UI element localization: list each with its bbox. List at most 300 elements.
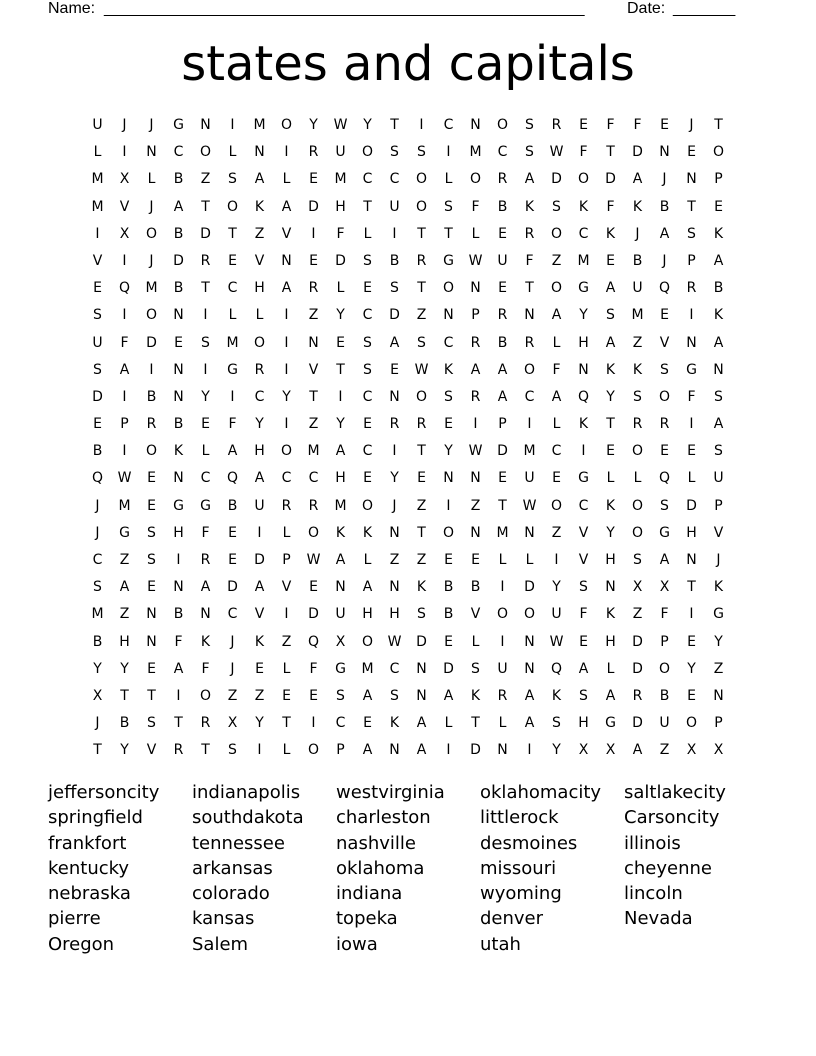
word-list-item: desmoines: [480, 832, 578, 854]
grid-letter: O: [280, 117, 293, 133]
grid-letter: O: [415, 388, 428, 405]
grid-letter: N: [470, 117, 481, 133]
grid-letter: W: [414, 361, 429, 378]
grid-letter: X: [605, 742, 616, 759]
grid-letter: O: [442, 280, 455, 297]
grid-letter: I: [149, 361, 154, 378]
grid-letter: S: [147, 715, 156, 732]
grid-letter: G: [659, 524, 670, 541]
grid-letter: N: [497, 742, 508, 759]
grid-letter: D: [227, 579, 238, 596]
grid-letter: A: [713, 416, 724, 433]
word-list-item: lincoln: [624, 883, 683, 905]
grid-letter: S: [444, 198, 453, 215]
grid-letter: O: [307, 524, 320, 541]
word-list-item: kansas: [192, 908, 255, 930]
grid-letter: Y: [336, 307, 345, 324]
grid-letter: V: [281, 579, 292, 596]
grid-letter: S: [660, 361, 669, 378]
grid-letter: H: [389, 606, 400, 623]
grid-letter: L: [552, 416, 561, 433]
grid-letter: B: [443, 606, 454, 623]
grid-letter: U: [92, 334, 103, 351]
grid-letter: G: [119, 524, 130, 541]
grid-letter: A: [578, 660, 589, 677]
grid-letter: L: [336, 280, 345, 297]
grid-letter: C: [389, 171, 400, 188]
grid-letter: J: [95, 524, 100, 541]
grid-letter: G: [605, 715, 616, 732]
grid-letter: O: [685, 715, 698, 732]
grid-letter: K: [713, 307, 724, 324]
grid-letter: A: [551, 388, 562, 405]
grid-letter: C: [578, 225, 589, 242]
grid-letter: R: [659, 416, 670, 433]
grid-letter: C: [524, 388, 535, 405]
grid-letter: A: [551, 307, 562, 324]
grid-letter: D: [632, 633, 643, 650]
date-label: Date:: [627, 0, 666, 17]
grid-letter: T: [417, 524, 426, 541]
grid-letter: E: [390, 361, 399, 378]
grid-letter: O: [361, 633, 374, 650]
grid-letter: Z: [119, 606, 130, 623]
grid-letter: I: [122, 144, 127, 161]
word-list-item: westvirginia: [336, 782, 445, 803]
grid-letter: W: [549, 144, 564, 161]
grid-letter: D: [497, 443, 508, 460]
grid-letter: H: [578, 334, 589, 351]
grid-letter: I: [689, 606, 694, 623]
grid-letter: Y: [606, 388, 615, 405]
grid-letter: K: [578, 198, 589, 215]
grid-letter: H: [335, 470, 346, 487]
grid-letter: X: [713, 742, 724, 759]
grid-letter: O: [496, 606, 509, 623]
grid-letter: E: [471, 552, 480, 568]
grid-letter: C: [227, 280, 238, 297]
grid-letter: C: [173, 144, 184, 161]
grid-letter: Q: [118, 280, 131, 297]
grid-letter: Q: [658, 280, 671, 297]
grid-letter: K: [389, 715, 400, 732]
grid-letter: N: [443, 470, 454, 487]
grid-letter: T: [120, 687, 129, 704]
grid-letter: E: [228, 552, 237, 568]
grid-letter: J: [149, 198, 154, 215]
grid-letter: G: [578, 470, 589, 487]
grid-letter: T: [93, 742, 102, 759]
grid-letter: J: [662, 252, 667, 269]
grid-letter: Y: [714, 633, 723, 650]
grid-letter: E: [309, 252, 318, 269]
grid-letter: E: [174, 334, 183, 351]
grid-letter: N: [470, 280, 481, 297]
grid-letter: M: [91, 606, 104, 623]
grid-letter: C: [497, 144, 508, 161]
grid-letter: R: [416, 252, 427, 269]
grid-letter: F: [606, 198, 615, 215]
grid-letter: B: [92, 443, 103, 460]
word-list-item: saltlakecity: [624, 782, 726, 803]
grid-letter: B: [173, 171, 184, 188]
word-list-item: Oregon: [48, 933, 115, 955]
grid-letter: H: [173, 524, 184, 541]
grid-letter: B: [173, 416, 184, 433]
grid-letter: N: [605, 579, 616, 596]
word-list-item: iowa: [336, 933, 378, 955]
grid-letter: R: [632, 687, 643, 704]
grid-letter: N: [200, 606, 211, 623]
grid-letter: L: [606, 660, 615, 677]
grid-letter: T: [174, 715, 183, 732]
grid-letter: M: [334, 171, 347, 188]
grid-letter: I: [311, 715, 316, 732]
word-list-item: kentucky: [48, 857, 130, 879]
grid-letter: B: [497, 334, 508, 351]
grid-letter: O: [496, 117, 509, 133]
grid-letter: E: [309, 171, 318, 188]
grid-letter: N: [146, 144, 157, 161]
word-list-item: wyoming: [480, 883, 562, 905]
grid-letter: I: [284, 144, 289, 161]
word-list-item: oklahoma: [336, 857, 425, 879]
grid-letter: E: [228, 252, 237, 269]
word-list-item: nebraska: [48, 883, 131, 905]
grid-letter: J: [662, 171, 667, 188]
grid-letter: K: [470, 687, 481, 704]
grid-letter: N: [524, 307, 535, 324]
grid-letter: F: [579, 606, 588, 623]
word-list-item: Nevada: [624, 908, 693, 930]
grid-letter: U: [389, 198, 400, 215]
grid-letter: R: [470, 388, 481, 405]
grid-letter: L: [498, 552, 507, 568]
grid-letter: S: [633, 388, 642, 405]
grid-letter: L: [363, 225, 372, 242]
grid-letter: F: [552, 361, 561, 378]
grid-letter: H: [605, 552, 616, 568]
grid-letter: Q: [577, 388, 590, 405]
grid-letter: R: [686, 280, 697, 297]
grid-letter: R: [281, 497, 292, 514]
grid-letter: I: [257, 742, 262, 759]
grid-letter: Y: [390, 470, 399, 487]
grid-letter: E: [714, 198, 723, 215]
grid-letter: Z: [308, 307, 319, 324]
grid-letter: L: [201, 443, 210, 460]
grid-letter: U: [659, 715, 670, 732]
grid-letter: G: [227, 361, 238, 378]
grid-letter: E: [363, 470, 372, 487]
grid-letter: R: [254, 361, 265, 378]
grid-letter: E: [444, 552, 453, 568]
grid-letter: T: [417, 225, 426, 242]
grid-letter: N: [713, 687, 724, 704]
grid-letter: U: [497, 252, 508, 269]
grid-letter: R: [470, 334, 481, 351]
grid-letter: C: [254, 388, 265, 405]
grid-letter: T: [417, 443, 426, 460]
grid-letter: S: [444, 388, 453, 405]
grid-letter: S: [417, 334, 426, 351]
grid-letter: Z: [416, 497, 427, 514]
grid-letter: J: [122, 117, 127, 133]
grid-letter: S: [417, 144, 426, 161]
grid-letter: W: [468, 252, 483, 269]
grid-letter: X: [227, 715, 238, 732]
grid-letter: A: [335, 552, 346, 568]
grid-letter: V: [659, 334, 670, 351]
word-list-item: Salem: [192, 933, 249, 955]
grid-letter: M: [145, 280, 158, 297]
grid-letter: F: [120, 334, 129, 351]
grid-letter: L: [282, 524, 291, 541]
grid-letter: V: [92, 252, 103, 269]
grid-letter: B: [389, 252, 400, 269]
grid-letter: A: [524, 715, 535, 732]
grid-letter: N: [524, 633, 535, 650]
grid-letter: B: [173, 606, 184, 623]
grid-letter: N: [389, 742, 400, 759]
grid-letter: A: [713, 334, 724, 351]
grid-letter: I: [500, 579, 505, 596]
grid-letter: V: [254, 606, 265, 623]
grid-letter: R: [632, 416, 643, 433]
grid-letter: K: [605, 606, 616, 623]
page-title: states and capitals: [181, 36, 635, 92]
grid-letter: I: [122, 252, 127, 269]
grid-letter: H: [335, 198, 346, 215]
grid-letter: L: [606, 470, 615, 487]
grid-letter: O: [658, 660, 671, 677]
grid-letter: H: [686, 524, 697, 541]
grid-letter: U: [713, 470, 724, 487]
word-list-item: frankfort: [48, 832, 127, 854]
grid-letter: F: [309, 660, 318, 677]
grid-letter: A: [254, 579, 265, 596]
grid-letter: A: [632, 171, 643, 188]
grid-letter: K: [254, 198, 265, 215]
grid-letter: U: [335, 144, 346, 161]
grid-letter: B: [713, 280, 724, 297]
grid-letter: R: [200, 552, 211, 568]
grid-letter: K: [254, 633, 265, 650]
grid-letter: B: [173, 225, 184, 242]
grid-letter: W: [468, 443, 483, 460]
grid-letter: L: [363, 552, 372, 568]
grid-letter: Z: [632, 334, 643, 351]
grid-letter: S: [201, 334, 210, 351]
grid-letter: E: [660, 307, 669, 324]
grid-letter: P: [687, 252, 696, 269]
grid-letter: L: [633, 470, 642, 487]
word-list-item: topeka: [336, 908, 398, 930]
grid-letter: K: [524, 198, 535, 215]
grid-letter: O: [199, 687, 212, 704]
grid-letter: M: [226, 334, 239, 351]
grid-letter: I: [176, 687, 181, 704]
grid-letter: F: [687, 388, 696, 405]
grid-letter: Q: [226, 470, 239, 487]
grid-letter: Z: [200, 171, 211, 188]
word-list-item: cheyenne: [624, 857, 712, 879]
grid-letter: P: [660, 633, 669, 650]
grid-letter: E: [687, 144, 696, 161]
grid-letter: T: [228, 225, 237, 242]
grid-letter: E: [606, 443, 615, 460]
grid-letter: S: [552, 715, 561, 732]
grid-letter: Q: [307, 633, 320, 650]
grid-letter: R: [308, 144, 319, 161]
grid-letter: W: [549, 633, 564, 650]
grid-letter: K: [173, 443, 184, 460]
grid-letter: E: [147, 497, 156, 514]
grid-letter: O: [145, 307, 158, 324]
grid-letter: J: [230, 633, 235, 650]
grid-letter: D: [200, 225, 211, 242]
grid-letter: B: [173, 280, 184, 297]
grid-letter: T: [606, 144, 615, 161]
date-blank-line: _______: [673, 0, 736, 17]
grid-letter: Y: [255, 416, 264, 433]
grid-letter: F: [336, 225, 345, 242]
grid-letter: J: [635, 225, 640, 242]
grid-letter: N: [686, 334, 697, 351]
grid-letter: Y: [93, 660, 102, 677]
grid-letter: C: [443, 334, 454, 351]
grid-letter: I: [419, 117, 424, 133]
grid-letter: N: [470, 524, 481, 541]
grid-letter: B: [632, 252, 643, 269]
grid-letter: E: [147, 470, 156, 487]
grid-letter: A: [362, 579, 373, 596]
grid-letter: S: [714, 443, 723, 460]
grid-letter: F: [201, 660, 210, 677]
grid-letter: A: [605, 334, 616, 351]
grid-letter: P: [714, 715, 723, 732]
grid-letter: E: [228, 524, 237, 541]
grid-letter: A: [254, 470, 265, 487]
grid-letter: A: [470, 361, 481, 378]
grid-letter: A: [659, 225, 670, 242]
grid-letter: A: [362, 687, 373, 704]
grid-letter: T: [417, 280, 426, 297]
grid-letter: S: [417, 606, 426, 623]
grid-letter: T: [201, 198, 210, 215]
grid-letter: L: [471, 633, 480, 650]
grid-letter: S: [390, 280, 399, 297]
grid-letter: V: [146, 742, 157, 759]
grid-letter: E: [147, 660, 156, 677]
grid-letter: N: [524, 524, 535, 541]
grid-letter: Z: [254, 225, 265, 242]
grid-letter: S: [390, 144, 399, 161]
word-list-item: springfield: [48, 807, 143, 829]
grid-letter: G: [173, 497, 184, 514]
grid-letter: O: [253, 334, 266, 351]
grid-letter: E: [660, 117, 669, 133]
grid-letter: L: [471, 225, 480, 242]
grid-letter: N: [470, 470, 481, 487]
grid-letter: O: [658, 388, 671, 405]
grid-letter: S: [336, 687, 345, 704]
grid-letter: V: [578, 552, 589, 568]
grid-letter: Y: [201, 388, 210, 405]
grid-letter: T: [201, 280, 210, 297]
grid-letter: E: [498, 280, 507, 297]
grid-letter: S: [525, 144, 534, 161]
grid-letter: R: [551, 117, 562, 133]
grid-letter: L: [93, 144, 102, 161]
grid-letter: K: [416, 579, 427, 596]
grid-letter: C: [335, 715, 346, 732]
grid-letter: O: [442, 524, 455, 541]
grid-letter: G: [443, 252, 454, 269]
grid-letter: G: [713, 606, 724, 623]
grid-letter: P: [714, 171, 723, 188]
grid-letter: O: [631, 497, 644, 514]
grid-letter: I: [230, 388, 235, 405]
grid-letter: D: [605, 171, 616, 188]
word-list-item: arkansas: [192, 857, 273, 879]
grid-letter: A: [227, 443, 238, 460]
grid-letter: E: [498, 225, 507, 242]
grid-letter: T: [390, 117, 399, 133]
grid-letter: Z: [389, 552, 400, 568]
word-list-item: indianapolis: [192, 782, 301, 803]
grid-letter: V: [578, 524, 589, 541]
grid-letter: S: [228, 171, 237, 188]
grid-letter: N: [389, 388, 400, 405]
grid-letter: E: [417, 470, 426, 487]
grid-letter: Z: [254, 687, 265, 704]
grid-letter: I: [230, 117, 235, 133]
grid-letter: F: [228, 416, 237, 433]
grid-letter: E: [552, 470, 561, 487]
grid-letter: F: [201, 524, 210, 541]
grid-letter: Q: [91, 470, 104, 487]
grid-letter: O: [145, 225, 158, 242]
grid-letter: N: [173, 361, 184, 378]
grid-letter: X: [119, 225, 130, 242]
word-list-item: utah: [480, 933, 521, 955]
grid-letter: O: [361, 144, 374, 161]
grid-letter: D: [308, 198, 319, 215]
grid-letter: W: [522, 497, 537, 514]
grid-letter: O: [280, 443, 293, 460]
grid-letter: L: [228, 144, 237, 161]
grid-letter: M: [91, 171, 104, 188]
grid-letter: Z: [308, 416, 319, 433]
grid-letter: D: [632, 715, 643, 732]
grid-letter: M: [469, 144, 482, 161]
grid-letter: E: [498, 470, 507, 487]
grid-letter: E: [201, 416, 210, 433]
grid-letter: P: [714, 497, 723, 514]
grid-letter: I: [473, 416, 478, 433]
grid-letter: W: [333, 117, 348, 133]
grid-letter: I: [176, 552, 181, 568]
grid-letter: N: [443, 307, 454, 324]
grid-letter: L: [147, 171, 156, 188]
grid-letter: C: [200, 470, 211, 487]
grid-letter: T: [498, 497, 507, 514]
grid-letter: E: [579, 633, 588, 650]
grid-letter: M: [307, 443, 320, 460]
grid-letter: I: [122, 443, 127, 460]
grid-letter: G: [335, 660, 346, 677]
